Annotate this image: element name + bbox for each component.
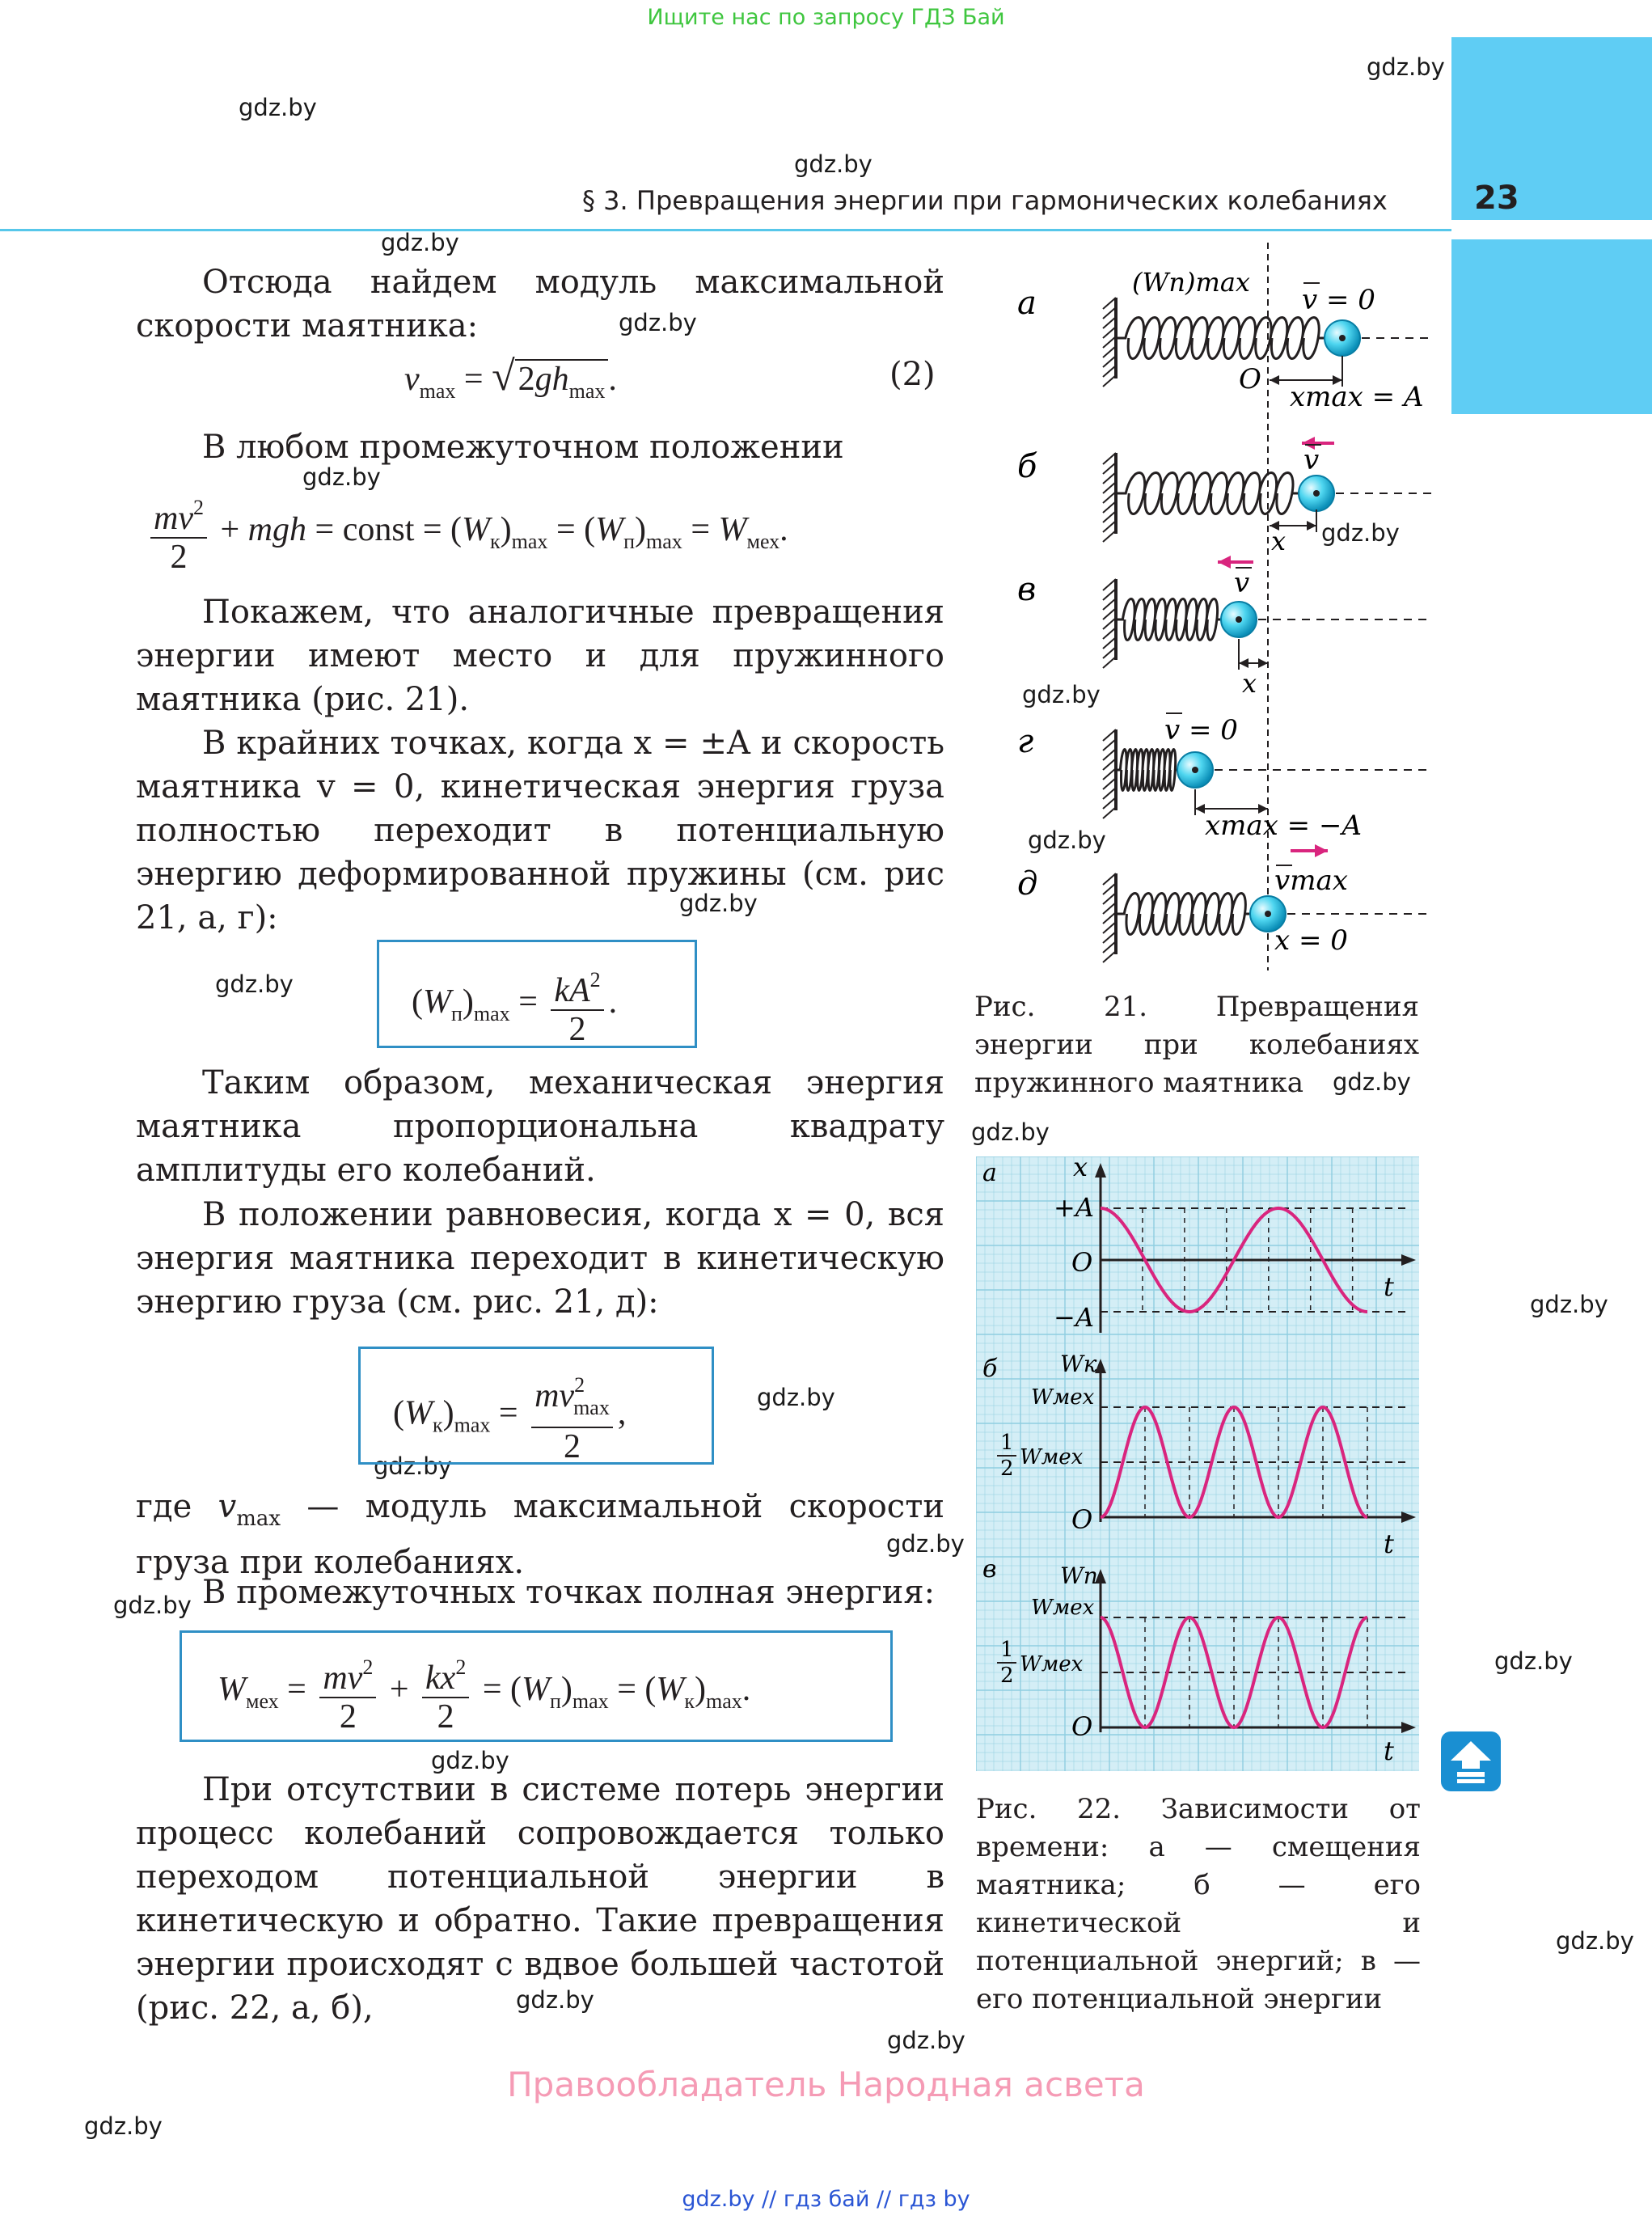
wall-hatch [1103, 951, 1116, 962]
watermark: gdz.by [516, 1986, 594, 2014]
paragraph: В промежуточных точках полная энергия: [202, 1574, 936, 1611]
tick-minus-a: −A [1054, 1302, 1094, 1333]
tick-half-num: 1 [1000, 1431, 1014, 1455]
x-dimension-head [1307, 521, 1316, 531]
tick-plus-a: +A [1054, 1192, 1094, 1223]
wall-hatch [1103, 327, 1116, 338]
panel-label: в [982, 1555, 997, 1583]
xmax-dimension-head [1195, 804, 1205, 814]
tick-half-den: 2 [1000, 1664, 1014, 1688]
bottom-links[interactable]: gdz.by // гдз бай // гдз by [682, 2187, 970, 2212]
watermark: gdz.by [239, 94, 317, 121]
tick-origin: O [1071, 1711, 1093, 1742]
wall-hatch [1103, 482, 1116, 493]
row-label: д [1017, 865, 1038, 903]
footer-rights: Правообладатель Народная асвета [507, 2065, 1145, 2104]
formula-wk-max: $(W_к)_{max}$ = $\frac{mv^2_{max}}{2}$ , [393, 1367, 626, 1465]
watermark: gdz.by [886, 1530, 965, 1558]
wall-hatch [1103, 657, 1116, 668]
equation-number: (2) [889, 356, 936, 393]
wall-hatch [1103, 759, 1116, 770]
wall-hatch [1103, 903, 1116, 914]
watermark: gdz.by [757, 1384, 835, 1411]
tick-wmex-half: Wмех [1020, 1445, 1084, 1469]
formula-box-potential [377, 940, 697, 1048]
wall-hatch [1103, 941, 1116, 953]
formula-box-total [180, 1630, 893, 1742]
wall-hatch [1103, 511, 1116, 522]
margin-decor-block [1451, 239, 1652, 414]
wall-hatch [1103, 531, 1116, 542]
v-label: v [1234, 567, 1250, 599]
wall-hatch [1103, 336, 1116, 348]
wall-hatch [1103, 797, 1116, 809]
wall-hatch [1103, 598, 1116, 610]
wall-hatch [1103, 932, 1116, 943]
wall-hatch [1103, 729, 1116, 741]
wall-hatch [1103, 492, 1116, 503]
wall-hatch [1103, 453, 1116, 464]
paragraph: При отсутствии в системе потерь энергии процесс колебаний сопровождается только переходом потенциальной энергии в кинетическую и обратно. Такие превращения энергии происходят с вдвое большей частотой (рис. 22, а, б), [136, 1771, 944, 2027]
watermark: gdz.by [1494, 1647, 1573, 1675]
tick-half-num: 1 [1000, 1638, 1014, 1662]
panel-label: а [982, 1159, 997, 1187]
row-label: б [1017, 448, 1037, 485]
paragraph: В крайних точках, когда x = ±A и скорость маятника v = 0, кинетическая энергия груза полностью переходит в потенциальную энергию деформированной пружины (см. рис 21, а, г): [136, 725, 944, 937]
watermark: gdz.by [1556, 1927, 1634, 1955]
tick-wmex-half: Wмех [1020, 1652, 1084, 1676]
watermark: gdz.by [1321, 519, 1400, 547]
watermark: gdz.by [302, 463, 381, 491]
wall-hatch [1103, 618, 1116, 629]
wall-hatch [1103, 873, 1116, 885]
spring [1118, 318, 1325, 359]
watermark: gdz.by [84, 2112, 163, 2140]
x-zero-label: x = 0 [1274, 924, 1348, 957]
paragraph: Покажем, что аналогичные превращения энергии имеют место и для пружинного маятника (рис. 21). [136, 594, 944, 718]
velocity-arrow-head [1315, 844, 1328, 857]
paragraph: где $v_{max}$ — модуль максимальной скорости груза при колебаниях. [136, 1488, 944, 1581]
wall-hatch [1103, 788, 1116, 799]
watermark: gdz.by [431, 1747, 509, 1774]
axis-label-wp: Wп [1060, 1562, 1098, 1589]
tick-origin: O [1071, 1247, 1093, 1278]
v-zero-label: v = 0 [1164, 714, 1238, 746]
wall-hatch [1103, 346, 1116, 357]
origin-label: O [1239, 363, 1261, 395]
spring [1118, 599, 1221, 641]
formula-wmex: $W_{мех}$ = $\frac{mv^2}{2}$ + $\frac{kx^2}{2}$ = $(W_п)_{max} = (W_к)_{max}$. [218, 1649, 750, 1736]
header-rule [0, 229, 1451, 231]
paragraph: В любом промежуточном положении [202, 429, 844, 466]
wall-hatch [1103, 298, 1116, 309]
v-label: v [1303, 444, 1320, 476]
spring [1118, 750, 1177, 791]
wall-hatch [1103, 883, 1116, 894]
wall-hatch [1103, 589, 1116, 600]
ball-center [1313, 490, 1320, 497]
vmax-label: vmax [1274, 865, 1348, 897]
watermark: gdz.by [1530, 1291, 1608, 1318]
wall-hatch [1103, 647, 1116, 658]
x-dimension-head [1258, 658, 1268, 668]
wp-max-label: (Wп)max [1132, 267, 1250, 298]
xmax-a-label: xmax = A [1290, 381, 1424, 413]
paragraph: В положении равновесия, когда x = 0, вся энергия маятника переходит в кинетическую энергию груза (см. рис. 21, д): [136, 1196, 944, 1321]
wall-hatch [1103, 463, 1116, 474]
wall-hatch [1103, 637, 1116, 649]
x-label: x [1242, 668, 1257, 699]
wall-hatch [1103, 807, 1116, 818]
wall-hatch [1103, 307, 1116, 319]
top-banner[interactable]: Ищите нас по запросу ГДЗ Бай [647, 5, 1005, 30]
watermark: gdz.by [1028, 827, 1106, 854]
watermark: gdz.by [374, 1452, 452, 1480]
xmax-dimension-head [1270, 375, 1279, 385]
watermark: gdz.by [113, 1592, 192, 1619]
axis-label-t: t [1384, 1528, 1394, 1559]
wall-hatch [1103, 739, 1116, 750]
axis-label-x: x [1073, 1156, 1088, 1182]
up-arrow-icon[interactable] [1441, 1731, 1501, 1791]
wall-hatch [1103, 501, 1116, 513]
formula-energy-conservation: $\frac{mv^2}{2}$ + mgh = const = $(W_к)_{max} = (W_п)_{max} = W_{мех}$. [146, 489, 788, 576]
wall-hatch [1103, 922, 1116, 933]
velocity-arrow-head [1218, 556, 1231, 569]
formula-vmax: $v_{max} = √2gh_{max}$. [404, 353, 617, 403]
tick-wmex: Wмех [1031, 1596, 1095, 1620]
wall-hatch [1103, 366, 1116, 377]
formula-box-kinetic [358, 1347, 714, 1465]
wall-hatch [1103, 375, 1116, 387]
ball-center [1339, 335, 1346, 341]
tick-half-den: 2 [1000, 1457, 1014, 1481]
x-dimension-head [1239, 658, 1249, 668]
up-arrow-icon [1441, 1731, 1501, 1791]
tick-origin: O [1071, 1504, 1093, 1535]
watermark: gdz.by [887, 2027, 965, 2054]
axis-label-t: t [1384, 1271, 1394, 1302]
wall-hatch [1103, 628, 1116, 639]
figure-22 [976, 1156, 1419, 1771]
wall-hatch [1103, 768, 1116, 780]
wall-hatch [1103, 521, 1116, 532]
watermark: gdz.by [1333, 1068, 1411, 1096]
watermark: gdz.by [794, 150, 872, 178]
axis-label-wk: Wк [1060, 1351, 1097, 1377]
paragraph: Отсюда найдем модуль максимальной скорости маятника: [136, 264, 944, 345]
spring [1118, 473, 1299, 514]
wall-hatch [1103, 912, 1116, 924]
wall-hatch [1103, 472, 1116, 484]
figure-21 [1011, 243, 1447, 970]
wall-hatch [1103, 893, 1116, 904]
wall-hatch [1103, 579, 1116, 590]
wall-hatch [1103, 749, 1116, 760]
tick-wmex: Wмех [1031, 1385, 1095, 1410]
wall-hatch [1103, 356, 1116, 367]
wall-hatch [1103, 317, 1116, 328]
watermark: gdz.by [1367, 53, 1445, 81]
watermark: gdz.by [215, 970, 294, 998]
panel-label: б [982, 1355, 998, 1383]
spring [1118, 894, 1250, 935]
xmax-minus-a-label: xmax = −A [1205, 810, 1363, 842]
row-label: а [1017, 285, 1037, 322]
wall-hatch [1103, 608, 1116, 619]
figure-22-caption: Рис. 22. Зависимости от времени: а — смещения маятника; б — его кинетической и потенциальной энергий; в — его потенциальной энергии [976, 1793, 1421, 2015]
figure-21-caption: Рис. 21. Превращения энергии при колебаниях пружинного маятника [974, 991, 1419, 1099]
watermark: gdz.by [619, 309, 697, 336]
row-label: в [1017, 571, 1037, 608]
paragraph: Таким образом, механическая энергия маятника пропорциональна квадрату амплитуды его колебаний. [136, 1064, 944, 1189]
axis-label-t: t [1384, 1736, 1394, 1766]
ball-center [1265, 911, 1271, 917]
wall-hatch [1103, 778, 1116, 789]
ball-center [1236, 616, 1242, 623]
ball-center [1192, 767, 1198, 773]
watermark: gdz.by [1022, 681, 1101, 708]
row-label: г [1017, 723, 1034, 760]
running-title: § 3. Превращения энергии при гармонических колебаниях [582, 185, 1388, 216]
watermark: gdz.by [381, 229, 459, 256]
watermark: gdz.by [971, 1118, 1050, 1146]
formula-wp-max: $(W_п)_{max}$ = $\frac{kA^2}{2}$ . [412, 962, 617, 1048]
x-label: x [1271, 526, 1287, 556]
v-zero-label: v = 0 [1302, 284, 1375, 316]
watermark: gdz.by [679, 890, 758, 917]
page-number: 23 [1474, 180, 1519, 217]
